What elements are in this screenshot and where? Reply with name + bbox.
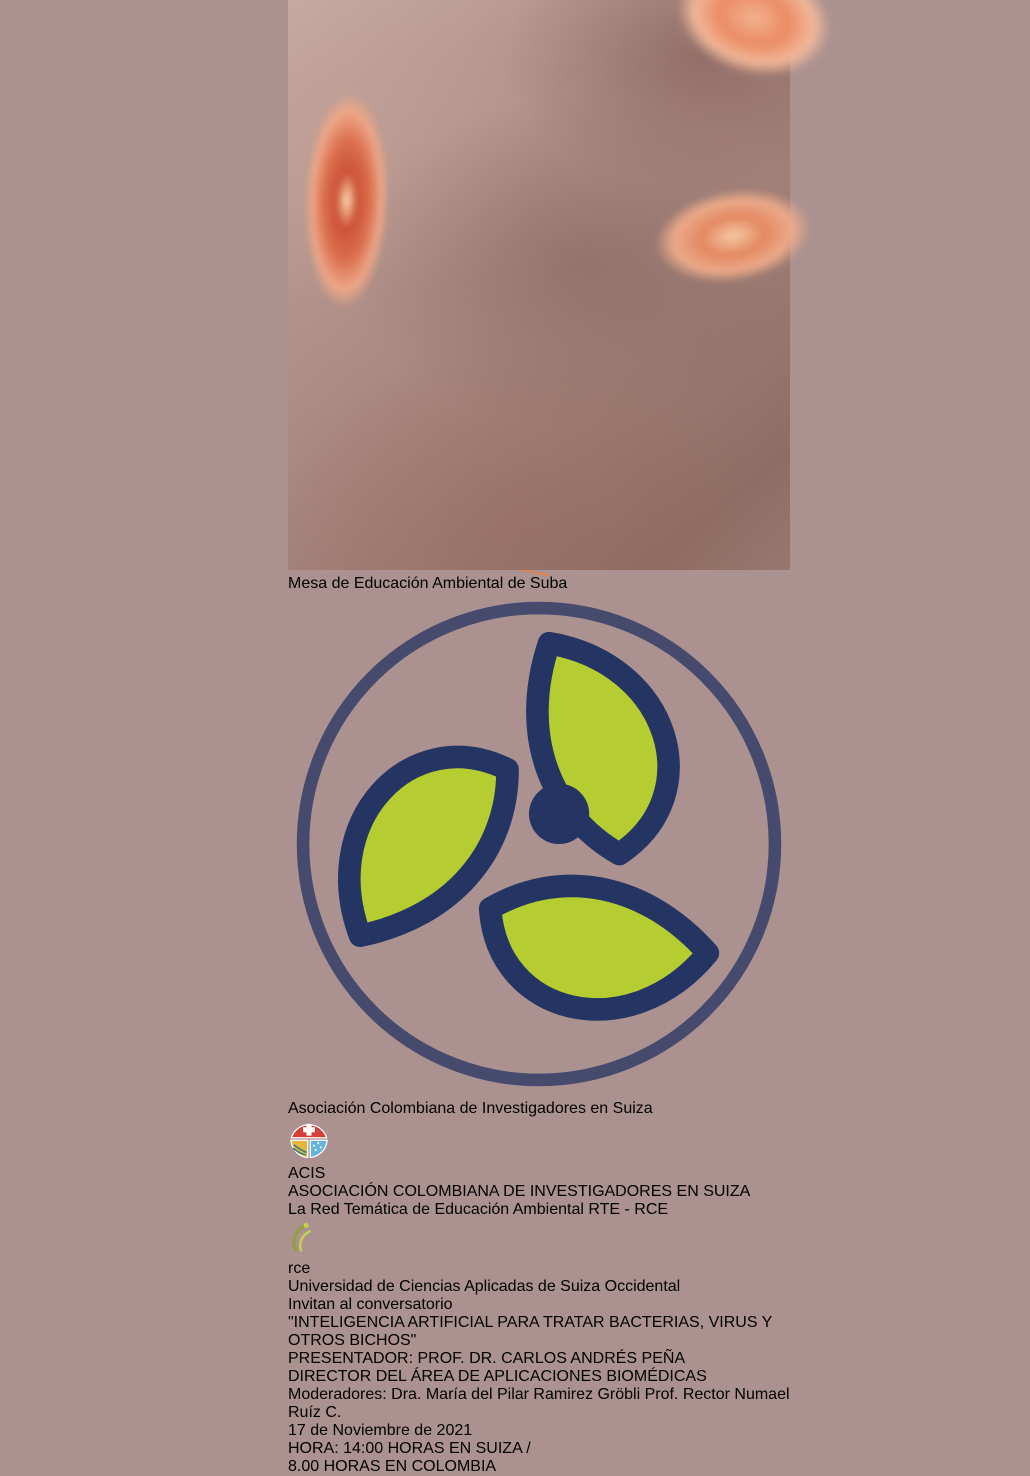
date-month-year: de Noviembre de 2021 — [310, 1422, 473, 1439]
presenter-role-line: DIRECTOR DEL ÁREA DE APLICACIONES BIOMÉDICAS — [288, 1368, 707, 1385]
org-acis — [288, 1100, 790, 1201]
org-acis-label: Asociación Colombiana de Investigadores en Suiza — [288, 1100, 653, 1117]
date-block — [288, 1422, 790, 1440]
org-suba — [288, 575, 790, 1100]
suba-leaves-logo-icon — [288, 593, 790, 1095]
bacterium-rod-illustration — [300, 91, 393, 352]
time-block — [288, 1440, 790, 1476]
event-poster — [288, 0, 790, 1475]
moderators-line-2: Prof. Rector Numael Ruíz C. — [288, 1386, 790, 1421]
event-title: "INTELIGENCIA ARTIFICIAL PARA TRATAR BACTERIAS, VIRUS Y OTROS BICHOS" — [288, 1314, 773, 1349]
org-rce-label: La Red Temática de Educación Ambiental RTE - RCE — [288, 1201, 669, 1218]
presenter-line: PRESENTADOR: PROF. DR. CARLOS ANDRÉS PEÑA — [288, 1350, 686, 1367]
acis-circle-icon — [288, 1118, 330, 1160]
acis-wordmark: ACIS — [288, 1165, 326, 1182]
acis-logo-subtext: ASOCIACIÓN COLOMBIANA DE INVESTIGADORES EN SUIZA — [288, 1183, 751, 1200]
moderators-line-1: Moderadores: Dra. María del Pilar Ramirez Gröbli — [288, 1386, 641, 1403]
moderators-block — [288, 1386, 790, 1422]
date-day: 17 — [288, 1422, 306, 1439]
invitation-script-line: Invitan al conversatorio — [288, 1296, 453, 1313]
org-suba-label: Mesa de Educación Ambiental de Suba — [288, 575, 568, 592]
university-line: Universidad de Ciencias Aplicadas de Suiza Occidental — [288, 1278, 681, 1295]
time-line-1: HORA: 14:00 HORAS EN SUIZA / — [288, 1440, 531, 1457]
rce-wordmark: rce — [288, 1260, 311, 1277]
time-line-2: 8.00 HORAS EN COLOMBIA — [288, 1458, 497, 1475]
rce-logo — [288, 1219, 790, 1278]
acis-logo — [288, 1118, 790, 1201]
org-rce — [288, 1201, 790, 1278]
rce-figure-icon — [288, 1219, 314, 1255]
